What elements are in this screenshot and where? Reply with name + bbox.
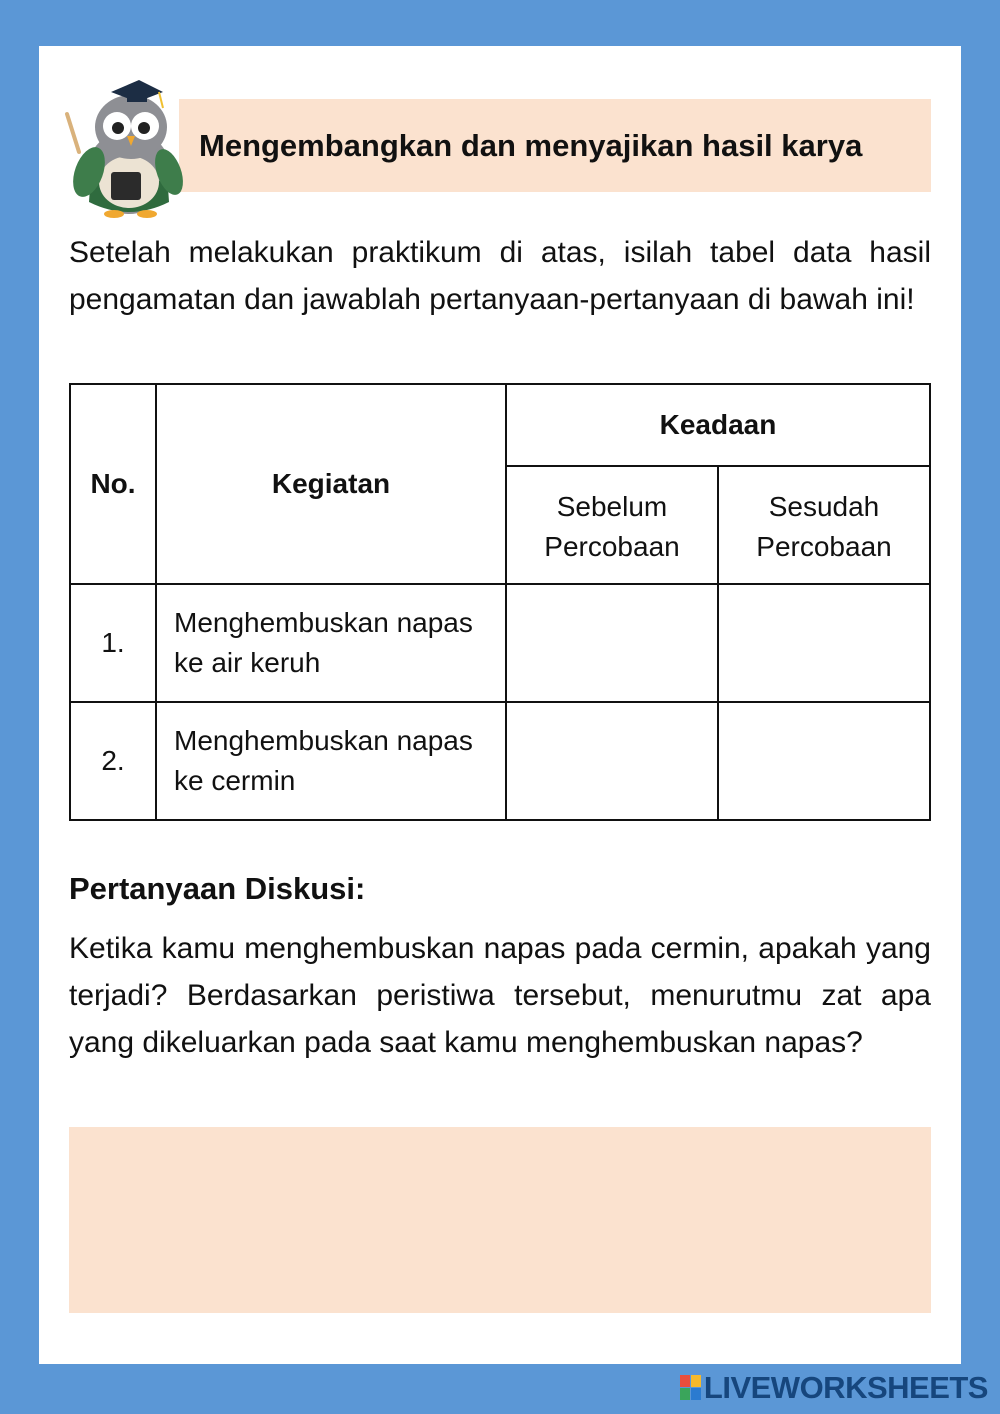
discussion-title: Pertanyaan Diskusi:: [69, 871, 366, 906]
answer-cell-after[interactable]: [718, 702, 930, 820]
table-row: [70, 702, 930, 820]
liveworksheets-logo-icon: [680, 1375, 702, 1401]
table-row: [70, 584, 930, 702]
discussion-question: Ketika kamu menghembuskan napas pada cermin, apakah yang terjadi? Berdasarkan peristiwa tersebut, menurutmu zat apa yang dikeluarkan pada saat kamu menghembuskan napas?: [69, 932, 931, 1059]
row-activity: Menghembuskan napas ke air keruh: [156, 584, 506, 702]
owl-teacher-icon: [59, 72, 189, 220]
answer-cell-after[interactable]: [718, 584, 930, 702]
header-kegiatan: Kegiatan: [156, 384, 506, 584]
worksheet-page: [39, 46, 961, 1364]
observation-table: [69, 383, 931, 821]
answer-cell-before[interactable]: [506, 584, 718, 702]
row-number: 1.: [70, 584, 156, 702]
header-sebelum: Sebelum Percobaan: [506, 466, 718, 584]
row-activity: Menghembuskan napas ke cermin: [156, 702, 506, 820]
brand-name: LIVEWORKSHEETS: [703, 1370, 988, 1405]
header-keadaan: Keadaan: [506, 384, 930, 466]
answer-cell-before[interactable]: [506, 702, 718, 820]
header-no: No.: [70, 384, 156, 584]
intro-instruction: Setelah melakukan praktikum di atas, isilah tabel data hasil pengamatan dan jawablah pertanyaan-pertanyaan di bawah ini!: [69, 236, 931, 316]
footer-brand: [680, 1370, 988, 1406]
page-title: Mengembangkan dan menyajikan hasil karya: [199, 127, 863, 163]
answer-box[interactable]: [69, 1127, 931, 1313]
row-number: 2.: [70, 702, 156, 820]
header-sesudah: Sesudah Percobaan: [718, 466, 930, 584]
